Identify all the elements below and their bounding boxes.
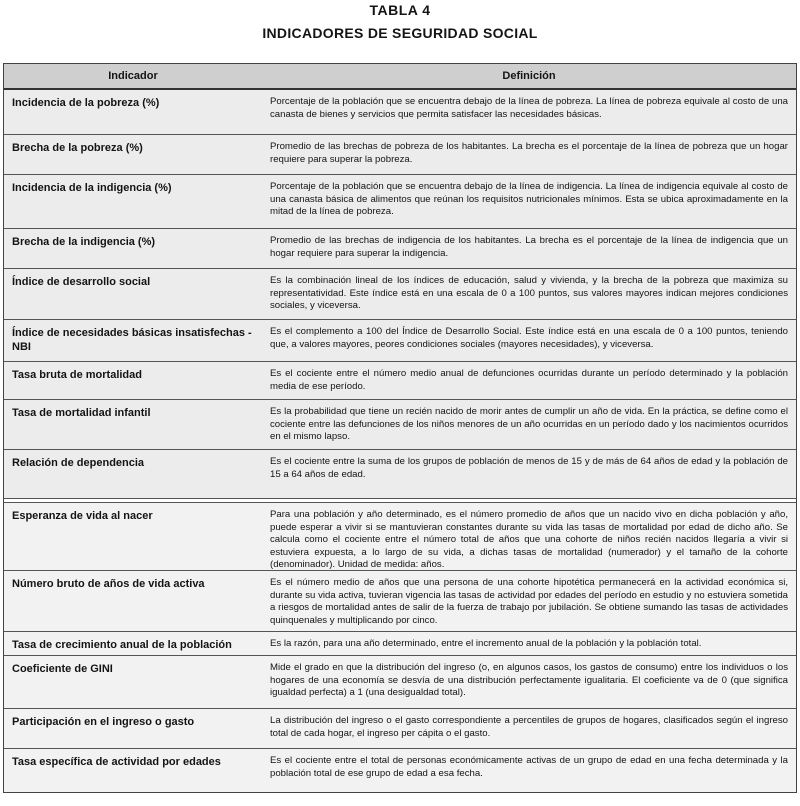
indicator-name: Participación en el ingreso o gasto <box>12 716 195 728</box>
indicator-definition: Es el complemento a 100 del Índice de Desarrollo Social. Este índice está en una escala de 0 a 100 puntos, teniendo que, a valores mayores, peores condiciones sociales (mayores necesidades), y viceversa. <box>270 326 788 350</box>
table-row <box>4 90 796 135</box>
table-row <box>4 175 796 229</box>
header-indicator: Indicador <box>108 70 158 82</box>
table-row <box>4 503 796 571</box>
indicator-name: Índice de necesidades básicas insatisfechas - NBI <box>12 327 252 353</box>
table-row <box>4 229 796 269</box>
table-row <box>4 656 796 709</box>
indicator-definition: La distribución del ingreso o el gasto correspondiente a percentiles de grupos de hogares, clasificados según el ingreso total de cada hogar, el ingreso per cápita o el gasto. <box>270 715 788 739</box>
table-section-2 <box>4 503 796 792</box>
indicator-definition: Promedio de las brechas de pobreza de los habitantes. La brecha es el porcentaje de la línea de pobreza que un hogar requiere para superar la pobreza. <box>270 141 788 165</box>
indicator-name: Incidencia de la indigencia (%) <box>12 182 172 194</box>
indicator-name: Brecha de la indigencia (%) <box>12 236 156 248</box>
indicator-definition: Es la razón, para una año determinado, entre el incremento anual de la población y la población total. <box>270 638 702 649</box>
indicator-definition: Mide el grado en que la distribución del ingreso (o, en algunos casos, los gastos de consumo) entre los individuos o los hogares de una economía se desvía de una distribución perfectamente igualitaria. El coeficiente va de 0 (que significa igualdad perfecta) a 1 (una desigualdad total). <box>270 662 788 698</box>
header-definition: Definición <box>502 70 556 82</box>
table-row <box>4 571 796 632</box>
table-row <box>4 709 796 749</box>
table-row <box>4 632 796 656</box>
indicator-definition: Es la probabilidad que tiene un recién nacido de morir antes de cumplir un año de vida. En la práctica, se define como el cociente entre las defunciones de los niños menores de un año ocurridas en un período dado y los nacimientos ocurridos en el mismo lapso. <box>270 406 788 442</box>
indicator-definition: Es el cociente entre el número medio anual de defunciones ocurridas durante un período determinado y la población media de ese período. <box>270 368 788 392</box>
indicator-name: Relación de dependencia <box>12 457 145 469</box>
indicator-definition: Promedio de las brechas de indigencia de los habitantes. La brecha es el porcentaje de la línea de indigencia que un hogar requiere para superar la indigencia. <box>270 235 788 259</box>
indicator-definition: Es el número medio de años que una persona de una cohorte hipotética permanecerá en la actividad económica si, durante su vida activa, tuvieran vigencia las tasas de actividad por edades del período en estudio y no estuviera sometida a riesgos de mortalidad antes de salir de la fuerza de trabajo por jubilación. Se obtiene sumando las tasas de actividades quinquenales y multiplicando por cinco. <box>270 577 788 626</box>
indicator-name: Esperanza de vida al nacer <box>12 510 153 522</box>
indicator-name: Número bruto de años de vida activa <box>12 578 205 590</box>
indicator-definition: Porcentaje de la población que se encuentra debajo de la línea de indigencia. La línea de indigencia equivale al costo de una canasta básica de alimentos que reúnan los requisitos nutricionales mínimos. Esta se ubica aproximadamente en la mitad de la línea de pobreza. <box>270 181 788 217</box>
table-row <box>4 320 796 362</box>
table-row <box>4 400 796 450</box>
indicator-name: Índice de desarrollo social <box>12 276 151 288</box>
indicator-name: Coeficiente de GINI <box>12 663 113 675</box>
indicator-name: Incidencia de la pobreza (%) <box>12 97 160 109</box>
indicator-definition: Es el cociente entre el total de personas económicamente activas de un grupo de edad en una fecha determinada y la población total de ese grupo de edad a esa fecha. <box>270 755 788 779</box>
table-number: TABLA 4 <box>369 2 431 18</box>
indicator-name: Brecha de la pobreza (%) <box>12 142 143 154</box>
indicator-definition: Es la combinación lineal de los índices de educación, salud y vivienda, y la brecha de la pobreza que maximiza su representatividad. Este índice está en una escala de 0 a 100 puntos, sus valores mayores indican mejores condiciones sociales, y viceversa. <box>270 275 788 311</box>
table-row <box>4 749 796 792</box>
indicator-definition: Porcentaje de la población que se encuentra debajo de la línea de pobreza. La línea de pobreza equivale al costo de una canasta de bienes y servicios que permita satisfacer las necesidades básicas. <box>270 96 788 120</box>
table-header <box>4 64 796 90</box>
table-title: INDICADORES DE SEGURIDAD SOCIAL <box>262 25 538 41</box>
indicator-definition: Es el cociente entre la suma de los grupos de población de menos de 15 y de más de 64 años de edad y la población de 15 a 64 años de edad. <box>270 456 788 480</box>
table-row <box>4 362 796 400</box>
table-row <box>4 135 796 175</box>
table-row <box>4 269 796 320</box>
indicator-name: Tasa bruta de mortalidad <box>12 369 142 381</box>
indicators-table <box>3 63 797 793</box>
indicator-name: Tasa de mortalidad infantil <box>12 407 151 419</box>
indicator-name: Tasa específica de actividad por edades <box>12 756 221 768</box>
indicator-name: Tasa de crecimiento anual de la población <box>12 639 232 651</box>
table-row <box>4 450 796 499</box>
indicator-definition: Para una población y año determinado, es el número promedio de años que un nacido vivo en dicha población y año, puede esperar a vivir si se mantuvieran constantes durante su vida las tasas de mortalidad por edad de dicho año. Se calcula como el cociente entre el número total de años que una cohorte de niños recién nacidos llegaría a vivir si estuviera expuesta, a lo largo de su vida, a dichas tasas de mortalidad (numerador) y el tamaño de la cohorte (denominador). Unidad de medida: años. <box>270 509 788 570</box>
